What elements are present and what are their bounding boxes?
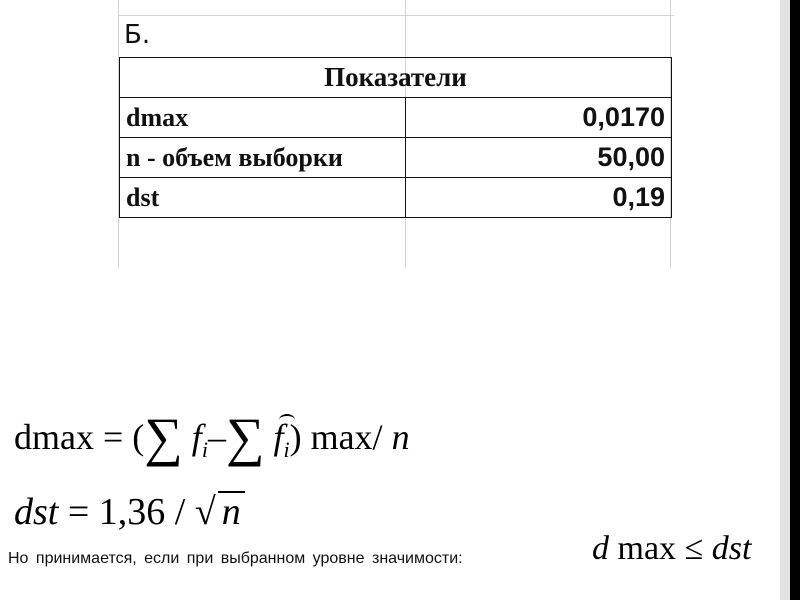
formula-term: =: [67, 491, 90, 533]
row-label-dmax[interactable]: dmax: [120, 98, 406, 138]
formula-term: ): [289, 417, 302, 457]
formula-term: /: [174, 491, 186, 533]
edge-stripe-light: [780, 0, 790, 600]
table-row: [120, 98, 672, 138]
formula-term: d: [592, 530, 609, 567]
table-row: [120, 138, 672, 178]
table-header-row: [120, 58, 672, 98]
formula-term: f: [191, 417, 202, 457]
gridline: [118, 15, 674, 16]
row-label-dst[interactable]: dst: [120, 178, 406, 218]
formula-term: =: [102, 417, 124, 457]
formula-term: dmax: [14, 417, 94, 457]
formula-subscript: i: [201, 437, 208, 463]
row-value-dmax[interactable]: 0,0170: [406, 98, 672, 138]
table-header: Показатели: [120, 58, 672, 98]
formula-term: dst: [14, 491, 59, 533]
spreadsheet-fragment: [118, 0, 674, 268]
formula-term: max: [617, 530, 677, 567]
row-label-n[interactable]: n - объем выборки: [120, 138, 406, 178]
formula-term: 1,36: [98, 491, 166, 533]
formula-term: ≤: [684, 530, 704, 567]
sum-symbol: ∑: [144, 407, 183, 467]
edge-stripe-dark: [790, 0, 800, 600]
formula-term: (: [132, 417, 145, 457]
formula-term: max/: [310, 417, 383, 457]
formula-subscript: i: [283, 437, 290, 463]
formula-term: –: [207, 417, 226, 457]
sheet-caption: Б.: [124, 20, 151, 50]
indicators-table: [119, 57, 672, 218]
sum-symbol: ∑: [225, 407, 265, 467]
formula-term: dst: [711, 530, 752, 567]
dst-formula: [14, 490, 245, 534]
condition-formula: [592, 530, 751, 568]
formula-term-hat: f: [273, 417, 284, 457]
row-value-n[interactable]: 50,00: [406, 138, 672, 178]
table-row: [120, 178, 672, 218]
row-value-dst[interactable]: 0,19: [406, 178, 672, 218]
formula-term: n: [391, 417, 410, 457]
condition-note: Но принимается, если при выбранном уровне значимости:: [8, 550, 463, 567]
formula-term: n: [218, 491, 245, 531]
sqrt-icon: √: [194, 491, 216, 533]
dmax-formula: [14, 400, 410, 467]
